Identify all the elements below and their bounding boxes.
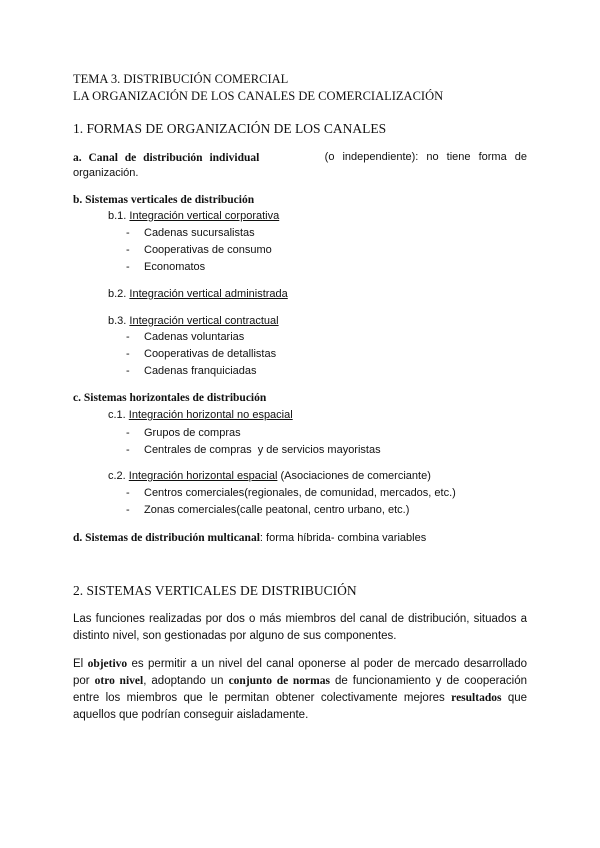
section2-paragraph2: El objetivo es permitir a un nivel del canal oponerse al poder de mercado desarrollado por otro nivel, adoptando un conjunto de normas de funcionamiento y de cooperación entre los miembros que le permitan obtener colectivamente mejores resultados que aquellos que podrían conseguir aisladamente. bbox=[73, 658, 528, 721]
c1-heading: c.1. Integración horizontal no espacial bbox=[108, 409, 293, 421]
b1-heading: b.1. Integración vertical corporativa bbox=[108, 210, 280, 222]
item-d bbox=[73, 530, 426, 545]
b2-heading: b.2. Integración vertical administrada bbox=[108, 288, 288, 300]
section2-heading: 2. SISTEMAS VERTICALES DE DISTRIBUCIÓN bbox=[73, 583, 357, 598]
list-item: - Economatos bbox=[126, 261, 206, 273]
item-a bbox=[73, 150, 527, 165]
list-item: - Cadenas voluntarias bbox=[126, 331, 245, 343]
item-a-label: a. Canal de distribución individual bbox=[73, 152, 260, 164]
item-c-label: c. Sistemas horizontales de distribución bbox=[73, 392, 267, 404]
b3-title: Integración vertical contractual bbox=[129, 315, 279, 327]
list-item: - Cadenas sucursalistas bbox=[126, 227, 255, 239]
b1-title: Integración vertical corporativa bbox=[129, 210, 280, 222]
c2-suffix: (Asociaciones de comerciante) bbox=[280, 470, 431, 482]
list-item: - Grupos de compras bbox=[126, 427, 241, 439]
item-d-text: : forma híbrida- combina variables bbox=[259, 532, 427, 544]
c1-title: Integración horizontal no espacial bbox=[128, 409, 293, 421]
item-a-text: (o independiente): no tiene forma de bbox=[324, 151, 527, 163]
item-b-label: b. Sistemas verticales de distribución bbox=[73, 194, 255, 206]
list-item: - Cadenas franquiciadas bbox=[126, 365, 257, 377]
list-item: - Cooperativas de consumo bbox=[126, 244, 272, 256]
c2-title: Integración horizontal espacial bbox=[128, 470, 278, 482]
c2-heading: c.2. Integración horizontal espacial (Asociaciones de comerciante) bbox=[108, 470, 431, 482]
list-item: - Zonas comerciales(calle peatonal, centro urbano, etc.) bbox=[126, 504, 410, 516]
list-item: - Cooperativas de detallistas bbox=[126, 348, 277, 360]
item-a-text-line2: organización. bbox=[73, 167, 139, 179]
section2-paragraph1: Las funciones realizadas por dos o más miembros del canal de distribución, situados a distinto nivel, son gestionadas por alguno de sus componentes. bbox=[73, 613, 527, 642]
section1-heading: 1. FORMAS DE ORGANIZACIÓN DE LOS CANALES bbox=[73, 121, 387, 136]
item-d-label: d. Sistemas de distribución multicanal bbox=[73, 532, 260, 544]
b2-title: Integración vertical administrada bbox=[129, 288, 288, 300]
b3-heading: b.3. Integración vertical contractual bbox=[108, 315, 279, 327]
list-item: - Centrales de compras y de servicios mayoristas bbox=[126, 444, 381, 456]
doc-title-line2: LA ORGANIZACIÓN DE LOS CANALES DE COMERCIALIZACIÓN bbox=[73, 89, 444, 103]
doc-title-line1: TEMA 3. DISTRIBUCIÓN COMERCIAL bbox=[73, 72, 289, 86]
list-item: - Centros comerciales(regionales, de comunidad, mercados, etc.) bbox=[126, 487, 456, 499]
